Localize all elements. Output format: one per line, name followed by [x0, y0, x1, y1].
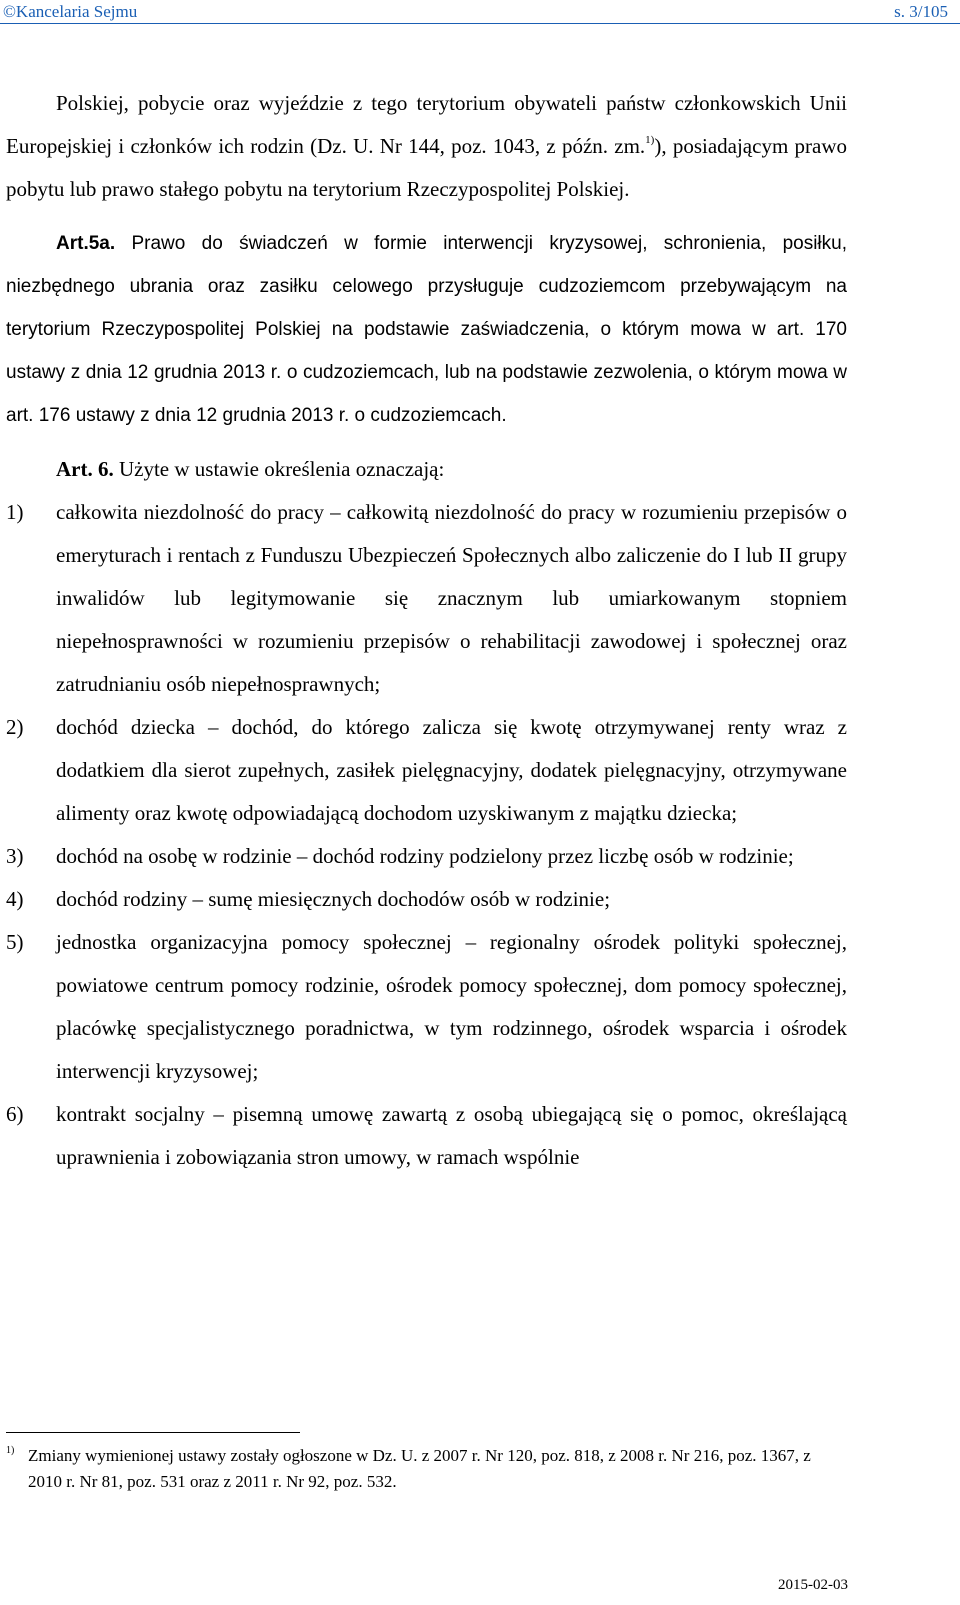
document-body — [6, 82, 847, 1179]
page-number[interactable]: s. 3/105 — [894, 2, 948, 21]
article-5a-text: Prawo do świadczeń w formie interwencji kryzysowej, schronienia, posiłku, niezbędnego ubrania oraz zasiłku celowego przysługuje cudzoziemcom przebywającym na terytorium Rzeczypospolitej Polskiej na podstawie zaświadczenia, o którym mowa w art. 170 ustawy z dnia 12 grudnia 2013 r. o cudzoziemcach, lub na podstawie zezwolenia, o którym mowa w art. 176 ustawy z dnia 12 grudnia 2013 r. o cudzoziemcach. — [6, 233, 847, 426]
definition-number: 5) — [6, 930, 24, 954]
article-6-heading — [6, 448, 847, 491]
footnote-text: Zmiany wymienionej ustawy zostały ogłoszone w Dz. U. z 2007 r. Nr 120, poz. 818, z 2008 r. Nr 216, poz. 1367, z 2010 r. Nr 81, poz. 531 oraz z 2011 r. Nr 92, poz. 532. — [28, 1446, 811, 1491]
document-date: 2015-02-03 — [778, 1577, 848, 1593]
article-6-label: Art. 6. — [56, 457, 114, 481]
article-5a — [6, 222, 847, 437]
definition-text: całkowita niezdolność do pracy – całkowitą niezdolność do pracy w rozumieniu przepisów o emeryturach i rentach z Funduszu Ubezpieczeń Społecznych albo zaliczenie do I lub II grupy inwalidów lub legitymowanie się znacznym lub umiarkowanym stopniem niepełnosprawności w rozumieniu przepisów o rehabilitacji zawodowej i społecznej oraz zatrudnianiu osób niepełnosprawnych; — [56, 500, 847, 696]
definition-item — [6, 878, 847, 921]
definition-text: dochód na osobę w rodzinie – dochód rodziny podzielony przez liczbę osób w rodzinie; — [56, 844, 794, 868]
definition-text: dochód dziecka – dochód, do którego zalicza się kwotę otrzymywanej renty wraz z dodatkiem dla sierot zupełnych, zasiłek pielęgnacyjny, dodatek pielęgnacyjny, otrzymywane alimenty oraz kwotę odpowiadającą dochodom uzyskiwanym z majątku dziecka; — [56, 715, 847, 825]
definition-item — [6, 835, 847, 878]
publisher-link[interactable]: ©Kancelaria Sejmu — [3, 2, 138, 21]
definition-item — [6, 921, 847, 1093]
footnote-marker: 1) — [6, 1445, 15, 1456]
definition-text: jednostka organizacyjna pomocy społecznej – regionalny ośrodek polityki społecznej, powiatowe centrum pomocy rodzinie, ośrodek pomocy społecznej, dom pomocy społecznej, placówkę specjalistycznego poradnictwa, w tym rodzinnego, ośrodek wsparcia i ośrodek interwencji kryzysowej; — [56, 930, 847, 1083]
definition-number: 1) — [6, 500, 24, 524]
definitions-list — [6, 491, 847, 1179]
definition-number: 3) — [6, 844, 24, 868]
intro-paragraph — [6, 82, 847, 211]
footnote-marker-wrap — [6, 1443, 28, 1469]
definition-text: dochód rodziny – sumę miesięcznych dochodów osób w rodzinie; — [56, 887, 611, 911]
definition-item — [6, 706, 847, 835]
footnote-divider — [6, 1432, 300, 1433]
header-divider — [0, 23, 960, 24]
article-6-intro-text: Użyte w ustawie określenia oznaczają: — [113, 457, 445, 481]
article-5a-label: Art.5a. — [56, 233, 116, 254]
footnote — [6, 1443, 847, 1495]
intro-text-after: ), posiadającym prawo pobytu lub prawo stałego pobytu na terytorium Rzeczypospolitej Polskiej. — [6, 134, 847, 201]
intro-text-before: Polskiej, pobycie oraz wyjeździe z tego terytorium obywateli państw członkowskich Unii Europejskiej i członków ich rodzin (Dz. U. Nr 144, poz. 1043, z późn. zm. — [6, 91, 847, 158]
page-header — [3, 2, 948, 24]
definition-number: 2) — [6, 715, 24, 739]
definition-text: kontrakt socjalny – pisemną umowę zawartą z osobą ubiegającą się o pomoc, określającą uprawnienia i zobowiązania stron umowy, w ramach wspólnie — [56, 1102, 847, 1169]
definition-number: 6) — [6, 1102, 24, 1126]
definition-item — [6, 1093, 847, 1179]
definition-number: 4) — [6, 887, 24, 911]
definition-item — [6, 491, 847, 706]
footnote-reference[interactable]: 1) — [645, 134, 655, 146]
